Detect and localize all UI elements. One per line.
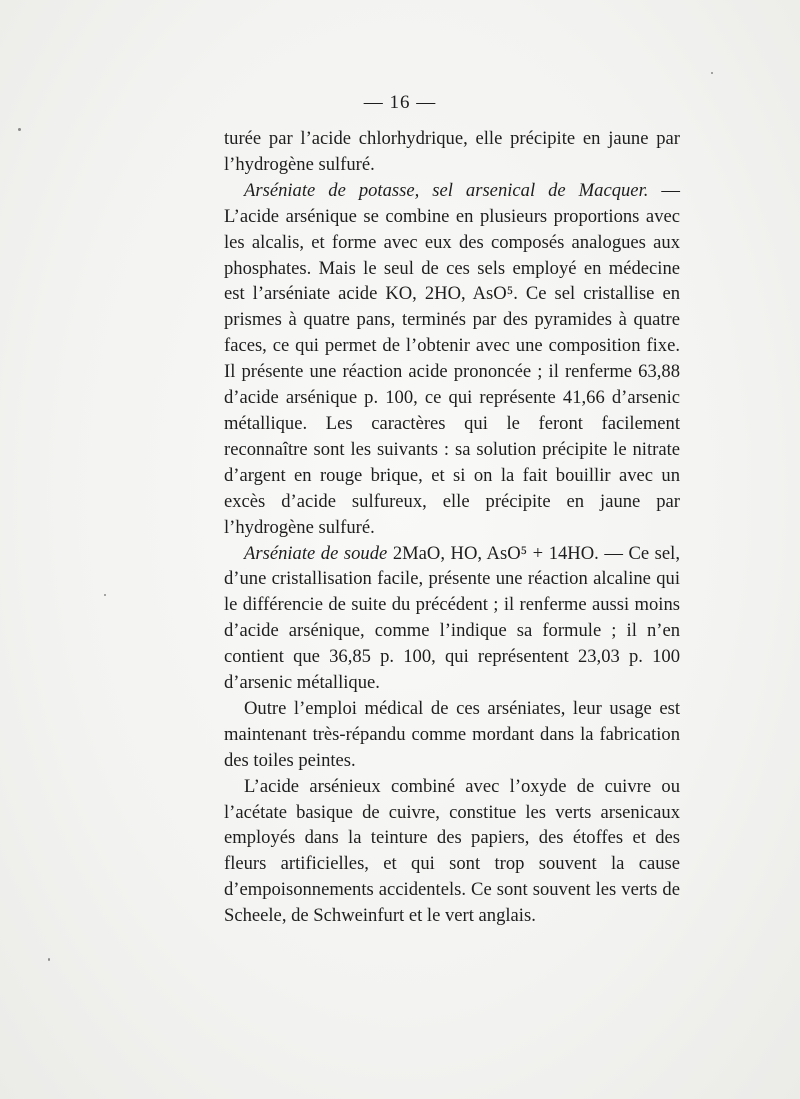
body-text [224,126,680,929]
section-heading: Arséniate de potasse, sel arsenical de Macquer. [244,179,649,201]
paragraph-usage: Outre l’emploi médical de ces arséniates, leur usage est maintenant très-répandu comme mordant dans la fabrication des toiles peintes. [224,697,680,771]
paragraph-verts-arsenicaux: L’acide arsénieux combiné avec l’oxyde de cuivre ou l’acétate basique de cuivre, constitue les verts arsenicaux employés dans la teinture des papiers, des étoffes et des fleurs artificielles, et qui sont trop souvent la cause d’empoisonnements accidentels. Ce sont souvent les verts de Scheele, de Schweinfurt et le vert anglais. [224,775,680,927]
paper-speck [18,128,21,131]
page-number: — 16 — [363,92,437,113]
paragraph-continuation: turée par l’acide chlorhydrique, elle précipite en jaune par l’hydrogène sulfuré. [224,128,680,175]
paper-speck [48,958,50,961]
section-heading: Arséniate de soude [244,542,388,564]
paragraph-arseniate-soude: Arséniate de soude 2MaO, HO, AsO⁵ + 14HO. — Ce sel, d’une cristallisation facile, présente une réaction alcaline qui le différencie de suite du précédent ; il renferme aussi moins d’acide arsénique, comme l’indique sa formule ; il n’en contient que 36,85 p. 100, qui représentent 23,03 p. 100 d’arsenic métallique. [224,542,680,694]
paper-speck [104,594,106,596]
paragraph-arseniate-potasse: Arséniate de potasse, sel arsenical de Macquer. — L’acide arsénique se combine en plusieurs proportions avec les alcalis, et forme avec eux des composés analogues aux phosphates. Mais le seul de ces sels employé en médecine est l’arséniate acide KO, 2HO, AsO⁵. Ce sel cristallise en prismes à quatre pans, terminés par des pyramides à quatre faces, ce qui permet de l’obtenir avec une composition fixe. Il présente une réaction acide prononcée ; il renferme 63,88 d’acide arsénique p. 100, ce qui représente 41,66 d’arsenic métallique. Les caractères qui le feront facilement reconnaître sont les suivants : sa solution précipite le nitrate d’argent en rouge brique, et si on la fait bouillir avec un excès d’acide sulfureux, elle précipite en jaune par l’hydrogène sulfuré. [224,179,680,538]
paper-speck [711,72,713,74]
